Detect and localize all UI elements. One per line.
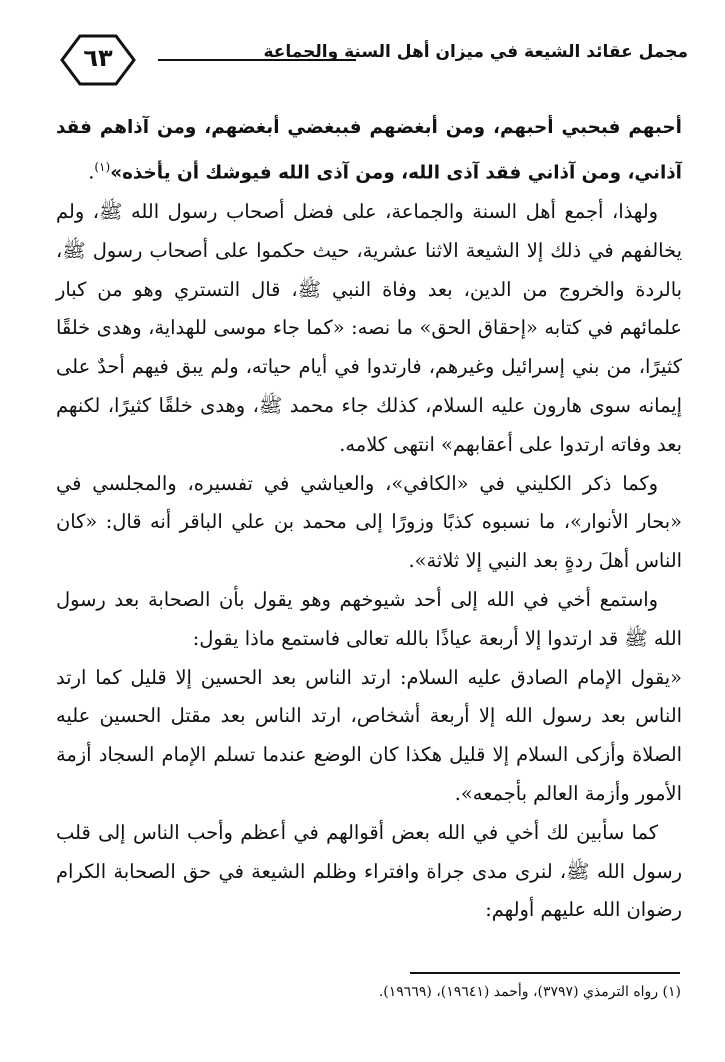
paragraph-5: «يقول الإمام الصادق عليه السلام: ارتد الناس بعد الحسين إلا قليل كما ارتد الناس بعد رسول الله إلا أربعة أشخاص، ارتد الناس بعد مقتل الحسين عليه الصلاة وأزكى السلام إلا قليل هكذا كان الوضع عندما تسلم الإمام السجاد أزمة الأمور وأزمة العالم بأجمعه».	[56, 665, 682, 806]
main-text	[56, 108, 682, 930]
footnote-marker: (١)	[94, 159, 111, 174]
hadith-quote: أحبهم فبحبي أحبهم، ومن أبغضهم فببغضي أبغضهم، ومن آذاهم فقد آذاني، ومن آذاني فقد آذى الله، ومن آذى الله فيوشك أن يأخذه»	[56, 117, 682, 184]
paragraph-1: أحبهم فبحبي أحبهم، ومن أبغضهم فببغضي أبغضهم، ومن آذاهم فقد آذاني، ومن آذاني فقد آذى الله، ومن آذى الله فيوشك أن يأخذه»$^{(١)}$.	[56, 117, 682, 184]
paragraph-3: وكما ذكر الكليني في «الكافي»، والعياشي في تفسيره، والمجلسي في «بحار الأنوار»، ما نسبوه كذبًا وزورًا إلى محمد بن علي الباقر أنه قال: «كان الناس أهلَ ردةٍ بعد النبي إلا ثلاثة».	[56, 471, 682, 573]
footnote-rule	[410, 972, 680, 974]
page-header	[40, 28, 690, 98]
running-title: مجمل عقائد الشيعة في ميزان أهل السنة والجماعة	[263, 42, 688, 62]
paragraph-6: كما سأبين لك أخي في الله بعض أقوالهم في أعظم وأحب الناس إلى قلب رسول الله ﷺ، لنرى مدى جراة وافتراء وظلم الشيعة في حق الصحابة الكرام رضوان الله عليهم أولهم:	[56, 820, 682, 922]
footnote: (١) رواه الترمذي (٣٧٩٧)، وأحمد (١٩٦٤١)، (١٩٦٦٩).	[378, 984, 681, 1000]
page-number-badge	[60, 34, 136, 86]
page-number: ٦٣	[83, 44, 113, 72]
paragraph-2: ولهذا، أجمع أهل السنة والجماعة، على فضل أصحاب رسول الله ﷺ، ولم يخالفهم في ذلك إلا الشيعة الاثنا عشرية، حيث حكموا على أصحاب رسول ﷺ، بالردة والخروج من الدين، بعد وفاة النبي ﷺ، قال التستري وهو من كبار علمائهم في كتابه «إحقاق الحق» ما نصه: «كما جاء موسى للهداية، وهدى خلقًا كثيرًا، من بني إسرائيل وغيرهم، فارتدوا في أيام حياته، ولم يبق فيهم أحدٌ على إيمانه سوى هارون عليه السلام، كذلك جاء محمد ﷺ، وهدى خلقًا كثيرًا، لكنهم بعد وفاته ارتدوا على أعقابهم» انتهى كلامه.	[56, 200, 682, 456]
paragraph-4: واستمع أخي في الله إلى أحد شيوخهم وهو يقول بأن الصحابة بعد رسول الله ﷺ قد ارتدوا إلا أربعة عياذًا بالله تعالى فاستمع ماذا يقول:	[56, 588, 682, 650]
